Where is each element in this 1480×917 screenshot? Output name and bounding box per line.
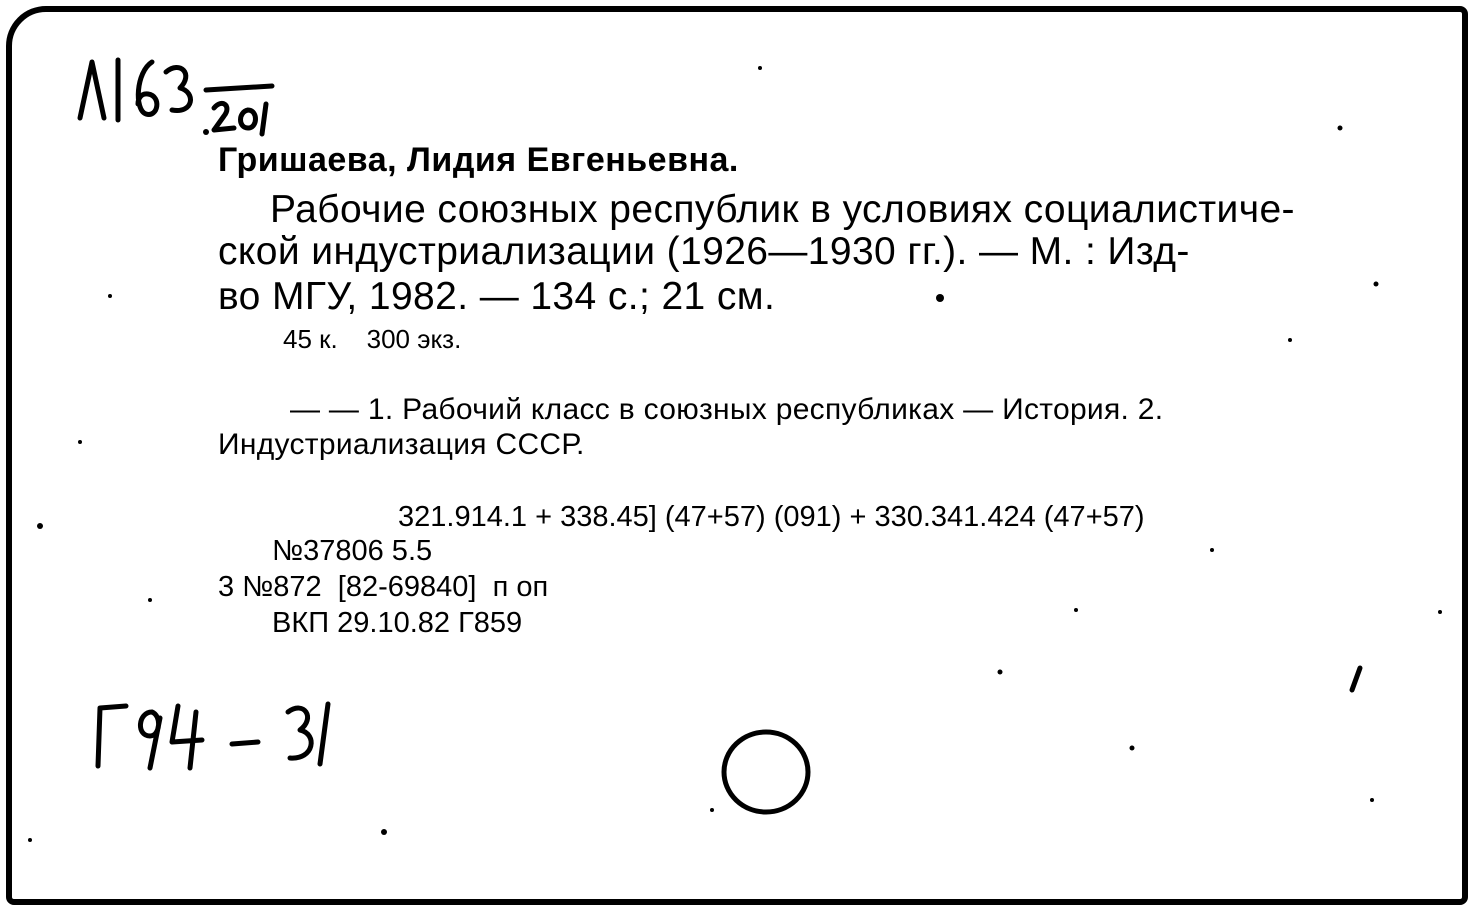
subject-line-2: Индустриализация СССР. [218, 428, 585, 461]
card-number: №37806 5.5 [272, 535, 433, 567]
classification-index: 321.914.1 + 338.45] (47+57) (091) + 330.341.424 (47+57) [398, 501, 1145, 533]
author-heading: Гришаева, Лидия Евгеньевна. [218, 141, 739, 179]
price-copies: 45 к. 300 экз. [283, 324, 462, 354]
order-line: 3 №872 [82-69840] п оп [218, 571, 549, 603]
subject-line-1: — — 1. Рабочий класс в союзных республиках — История. 2. [290, 393, 1164, 426]
title-line-3: во МГУ, 1982. — 134 с.; 21 см. [218, 275, 776, 318]
title-line-2: ской индустриализации (1926—1930 гг.). — М. : Изд- [218, 230, 1190, 273]
title-line-1: Рабочие союзных республик в условиях социалистиче- [270, 188, 1295, 231]
vkp-line: ВКП 29.10.82 Г859 [272, 607, 523, 639]
